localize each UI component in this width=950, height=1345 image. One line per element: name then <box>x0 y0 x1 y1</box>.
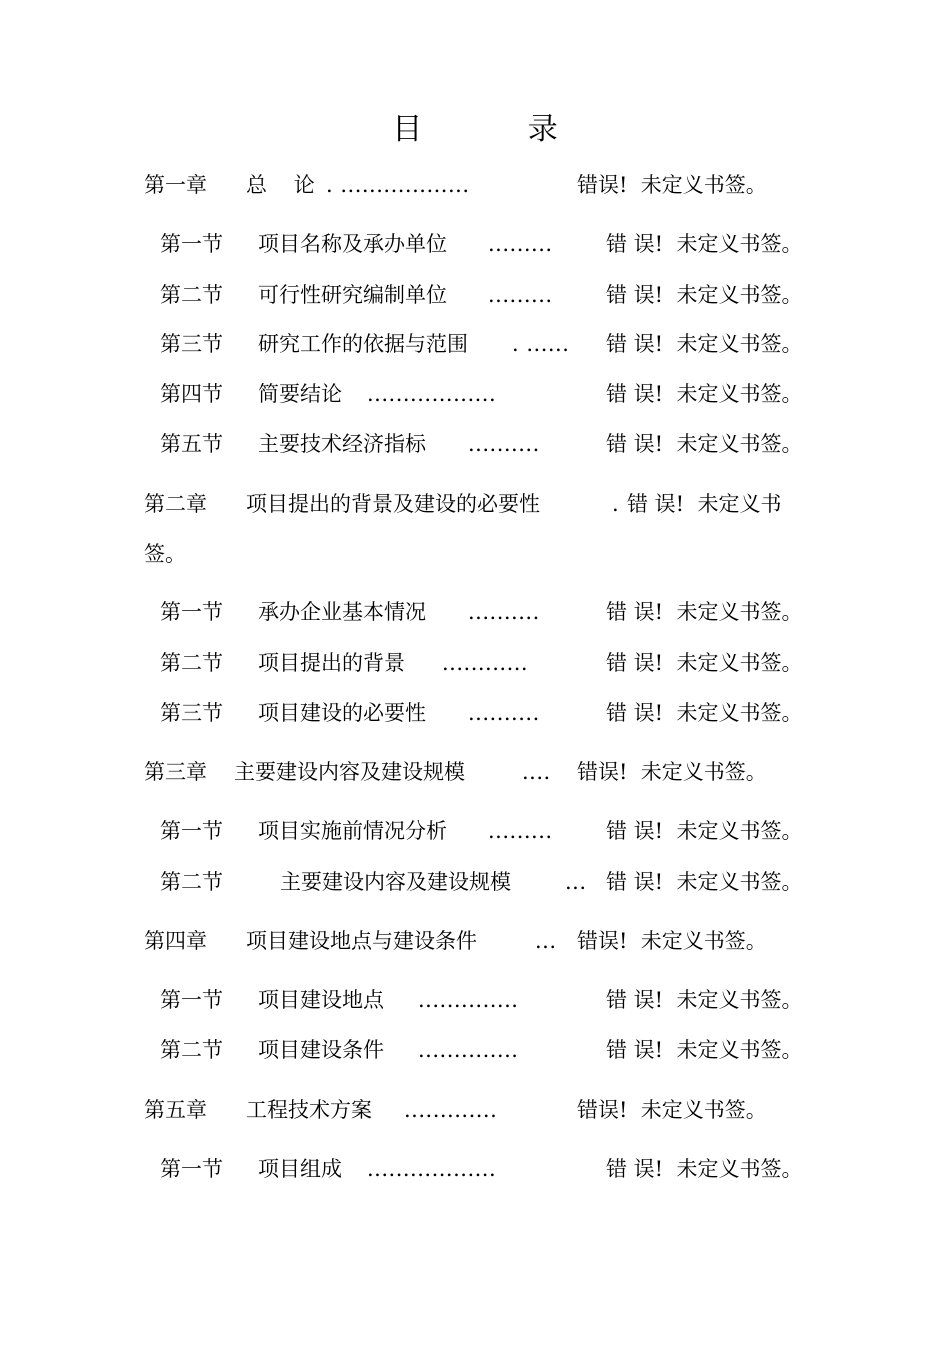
toc-page-ref: 错 误! 未定义书签。 <box>606 701 803 725</box>
toc-heading: 项目建设地点 <box>258 988 384 1012</box>
toc-label: 第一节 <box>160 1157 223 1181</box>
toc-leader-dots: . ...... <box>512 332 570 356</box>
toc-heading: 总 论 <box>246 173 315 197</box>
toc-label: 第二节 <box>160 1038 223 1062</box>
toc-page-ref: 错 误! 未定义书签。 <box>606 432 803 456</box>
toc-label: 第五节 <box>160 432 223 456</box>
toc-page-ref: 错 误! 未定义书签。 <box>606 382 803 406</box>
toc-leader-dots: .......... <box>468 701 540 725</box>
toc-heading: 项目建设地点与建设条件 <box>246 929 477 953</box>
toc-label: 第二节 <box>160 283 223 307</box>
toc-leader-dots: .............. <box>418 1038 519 1062</box>
toc-label: 第二节 <box>160 651 223 675</box>
toc-page-ref: 错 误! 未定义书签。 <box>606 1038 803 1062</box>
toc-leader-dots: . .................. <box>326 173 470 197</box>
toc-page-ref: 错 误! 未定义书签。 <box>606 1157 803 1181</box>
toc-label: 第五章 <box>144 1098 207 1122</box>
toc-label: 第三节 <box>160 332 223 356</box>
toc-label: 第三章 <box>144 760 207 784</box>
toc-leader-dots: .................. <box>367 1157 497 1181</box>
toc-leader-dots: ......... <box>488 819 553 843</box>
toc-title: 目 录 <box>392 112 606 147</box>
toc-label: 第一节 <box>160 600 223 624</box>
toc-page-ref: 错 误! 未定义书签。 <box>606 232 803 256</box>
toc-label: 第一节 <box>160 988 223 1012</box>
toc-heading: 项目提出的背景及建设的必要性 <box>246 492 540 516</box>
toc-label: 第二章 <box>144 492 207 516</box>
toc-label: 第一章 <box>144 173 207 197</box>
toc-heading: 项目建设的必要性 <box>258 701 426 725</box>
toc-label: 第四章 <box>144 929 207 953</box>
toc-leader-dots: ......... <box>488 283 553 307</box>
toc-heading: 项目名称及承办单位 <box>258 232 447 256</box>
toc-page-ref: 错误! 未定义书签。 <box>577 929 767 953</box>
toc-heading: 主要技术经济指标 <box>258 432 426 456</box>
toc-label: 第一节 <box>160 819 223 843</box>
toc-heading: 可行性研究编制单位 <box>258 283 447 307</box>
toc-leader-dots: .......... <box>468 600 540 624</box>
toc-leader-dots: ............. <box>404 1098 498 1122</box>
toc-heading: 主要建设内容及建设规模 <box>234 760 465 784</box>
toc-leader-dots: .................. <box>367 382 497 406</box>
toc-page-ref: 错 误! 未定义书签。 <box>606 332 803 356</box>
toc-leader-dots: .......... <box>468 432 540 456</box>
toc-heading: 工程技术方案 <box>246 1098 372 1122</box>
toc-heading: 主要建设内容及建设规模 <box>280 870 511 894</box>
toc-heading: 简要结论 <box>258 382 342 406</box>
toc-page-ref: 错 误! 未定义书签。 <box>606 819 803 843</box>
toc-page-ref: 错误! 未定义书签。 <box>577 1098 767 1122</box>
toc-leader-dots: .............. <box>418 988 519 1012</box>
toc-page-ref: 错误! 未定义书签。 <box>577 173 767 197</box>
toc-heading: 项目实施前情况分析 <box>258 819 447 843</box>
toc-heading: 承办企业基本情况 <box>258 600 426 624</box>
toc-leader-dots: .... <box>522 760 551 784</box>
toc-label: 第一节 <box>160 232 223 256</box>
toc-page-ref: 错 误! 未定义书 <box>627 492 782 516</box>
toc-page-ref: 错 误! 未定义书签。 <box>606 283 803 307</box>
toc-heading: 项目组成 <box>258 1157 342 1181</box>
toc-page-ref-continued: 签。 <box>144 542 186 566</box>
toc-page-ref: 错 误! 未定义书签。 <box>606 870 803 894</box>
toc-label: 第三节 <box>160 701 223 725</box>
toc-page-ref: 错误! 未定义书签。 <box>577 760 767 784</box>
toc-leader-dots: . <box>612 492 620 516</box>
toc-label: 第二节 <box>160 870 223 894</box>
toc-heading: 研究工作的依据与范围 <box>258 332 468 356</box>
toc-leader-dots: ......... <box>488 232 553 256</box>
toc-leader-dots: ... <box>565 870 587 894</box>
toc-label: 第四节 <box>160 382 223 406</box>
toc-leader-dots: ............ <box>442 651 529 675</box>
toc-leader-dots: ... <box>535 929 557 953</box>
toc-page-ref: 错 误! 未定义书签。 <box>606 651 803 675</box>
toc-page-ref: 错 误! 未定义书签。 <box>606 600 803 624</box>
toc-heading: 项目提出的背景 <box>258 651 405 675</box>
toc-heading: 项目建设条件 <box>258 1038 384 1062</box>
toc-page-ref: 错 误! 未定义书签。 <box>606 988 803 1012</box>
